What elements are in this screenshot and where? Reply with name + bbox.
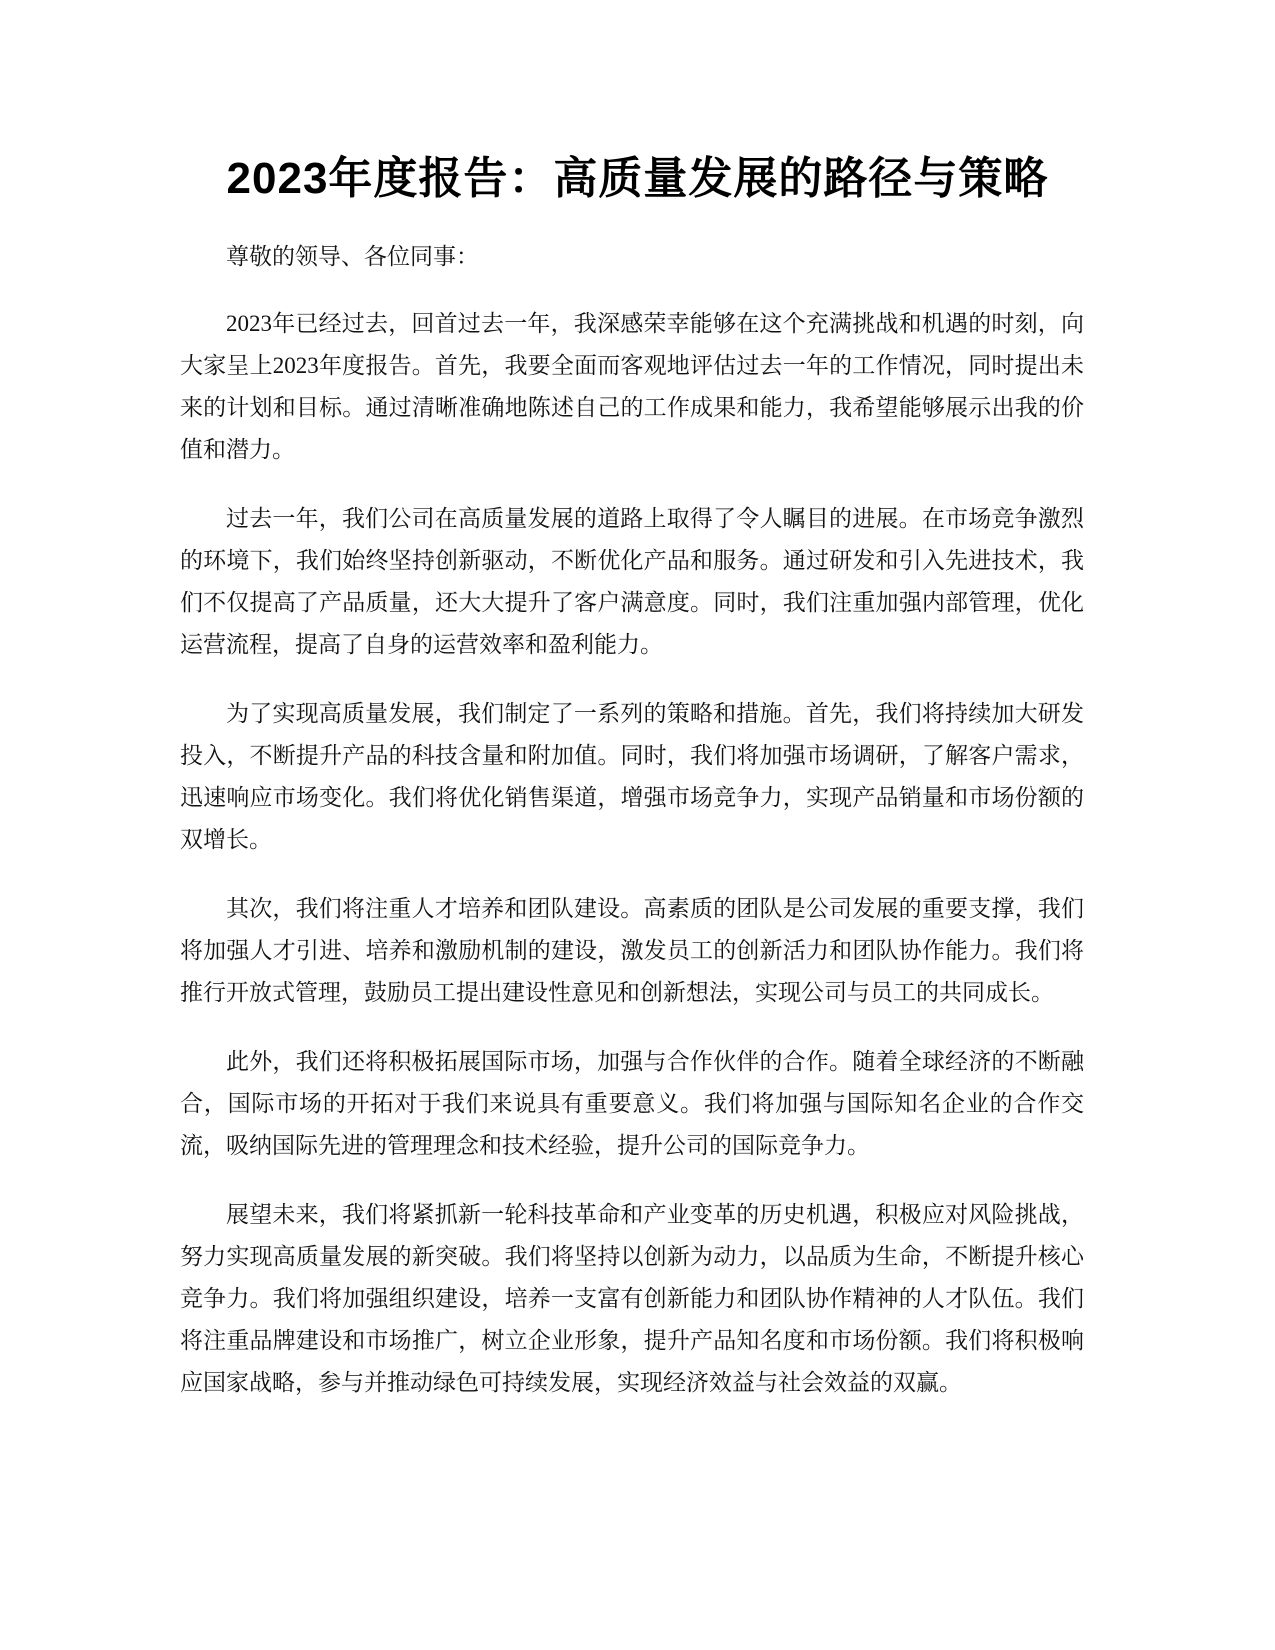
paragraph-international: 此外，我们还将积极拓展国际市场，加强与合作伙伴的合作。随着全球经济的不断融合，国际市场的开拓对于我们来说具有重要意义。我们将加强与国际知名企业的合作交流，吸纳国际先进的管理理念和技术经验，提升公司的国际竞争力。	[180, 1049, 1084, 1158]
paragraph-talent: 其次，我们将注重人才培养和团队建设。高素质的团队是公司发展的重要支撑，我们将加强人才引进、培养和激励机制的建设，激发员工的创新活力和团队协作能力。我们将推行开放式管理，鼓励员工提出建设性意见和创新想法，实现公司与员工的共同成长。	[180, 896, 1084, 1005]
paragraph-intro: 2023年已经过去，回首过去一年，我深感荣幸能够在这个充满挑战和机遇的时刻，向大家呈上2023年度报告。首先，我要全面而客观地评估过去一年的工作情况，同时提出未来的计划和目标。通过清晰准确地陈述自己的工作成果和能力，我希望能够展示出我的价值和潜力。	[180, 311, 1084, 462]
paragraph-past-year: 过去一年，我们公司在高质量发展的道路上取得了令人瞩目的进展。在市场竞争激烈的环境下，我们始终坚持创新驱动，不断优化产品和服务。通过研发和引入先进技术，我们不仅提高了产品质量，还大大提升了客户满意度。同时，我们注重加强内部管理，优化运营流程，提高了自身的运营效率和盈利能力。	[180, 506, 1084, 657]
document-title: 2023年度报告：高质量发展的路径与策略	[226, 154, 1049, 203]
paragraph-strategy: 为了实现高质量发展，我们制定了一系列的策略和措施。首先，我们将持续加大研发投入，不断提升产品的科技含量和附加值。同时，我们将加强市场调研，了解客户需求，迅速响应市场变化。我们将优化销售渠道，增强市场竞争力，实现产品销量和市场份额的双增长。	[180, 701, 1084, 852]
document-body	[180, 236, 1084, 1431]
paragraph-outlook: 展望未来，我们将紧抓新一轮科技革命和产业变革的历史机遇，积极应对风险挑战，努力实现高质量发展的新突破。我们将坚持以创新为动力，以品质为生命，不断提升核心竞争力。我们将加强组织建设，培养一支富有创新能力和团队协作精神的人才队伍。我们将注重品牌建设和市场推广，树立企业形象，提升产品知名度和市场份额。我们将积极响应国家战略，参与并推动绿色可持续发展，实现经济效益与社会效益的双赢。	[180, 1202, 1084, 1395]
salutation: 尊敬的领导、各位同事：	[226, 244, 479, 269]
